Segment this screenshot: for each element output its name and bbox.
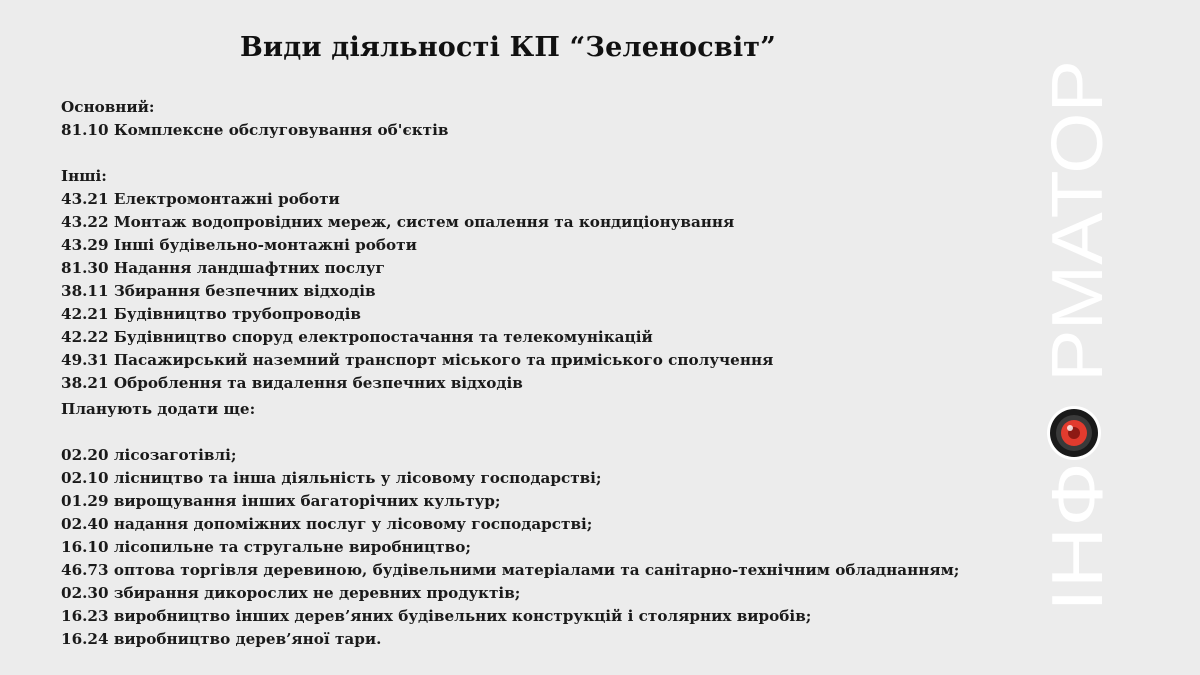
spacer xyxy=(61,421,991,444)
list-item: 43.29 Інші будівельно-монтажні роботи xyxy=(61,236,417,254)
list-item: 81.30 Надання ландшафтних послуг xyxy=(61,259,385,277)
section-label-main: Основний: xyxy=(61,98,155,116)
brand-wordmark-before: ІНФ xyxy=(1038,485,1118,612)
list-item: 42.21 Будівництво трубопроводів xyxy=(61,305,361,323)
brand-logo xyxy=(1038,60,1118,612)
list-item: 46.73 оптова торгівля деревиною, будівельними матеріалами та санітарно-технічним обладнанням; xyxy=(61,561,960,579)
list-item: 02.30 збирання дикорослих не деревних продуктів; xyxy=(61,584,521,602)
list-item: 43.21 Електромонтажні роботи xyxy=(61,190,340,208)
list-item: 02.20 лісозаготівлі; xyxy=(61,446,237,464)
list-item: 02.40 надання допоміжних послуг у лісовому господарстві; xyxy=(61,515,593,533)
list-item: 38.11 Збирання безпечних відходів xyxy=(61,282,376,300)
activities-list xyxy=(61,96,991,651)
list-item: 16.23 виробництво інших дерев’яних будівельних конструкцій і столярних виробів; xyxy=(61,607,812,625)
list-item: 43.22 Монтаж водопровідних мереж, систем опалення та кондиціонування xyxy=(61,213,735,231)
list-item: 49.31 Пасажирський наземний транспорт міського та приміського сполучення xyxy=(61,351,774,369)
list-item: 38.21 Оброблення та видалення безпечних відходів xyxy=(61,374,523,392)
section-label-planned: Планують додати ще: xyxy=(61,400,256,418)
list-item: 42.22 Будівництво споруд електропостачання та телекомунікацій xyxy=(61,328,653,346)
list-item: 81.10 Комплексне обслуговування об'єктів xyxy=(61,121,449,139)
list-item: 16.10 лісопильне та стругальне виробництво; xyxy=(61,538,471,556)
brand-wordmark-after: РМАТОР xyxy=(1038,87,1118,382)
list-item: 02.10 лісництво та інша діяльність у лісовому господарстві; xyxy=(61,469,602,487)
page-title: Види діяльності КП “Зеленосвіт” xyxy=(240,32,776,63)
section-label-other: Інші: xyxy=(61,167,107,185)
list-item: 01.29 вирощування інших багаторічних культур; xyxy=(61,492,501,510)
list-item: 16.24 виробництво дерев’яної тари. xyxy=(61,630,382,648)
spacer xyxy=(61,142,991,165)
camera-lens-icon xyxy=(1047,406,1101,460)
